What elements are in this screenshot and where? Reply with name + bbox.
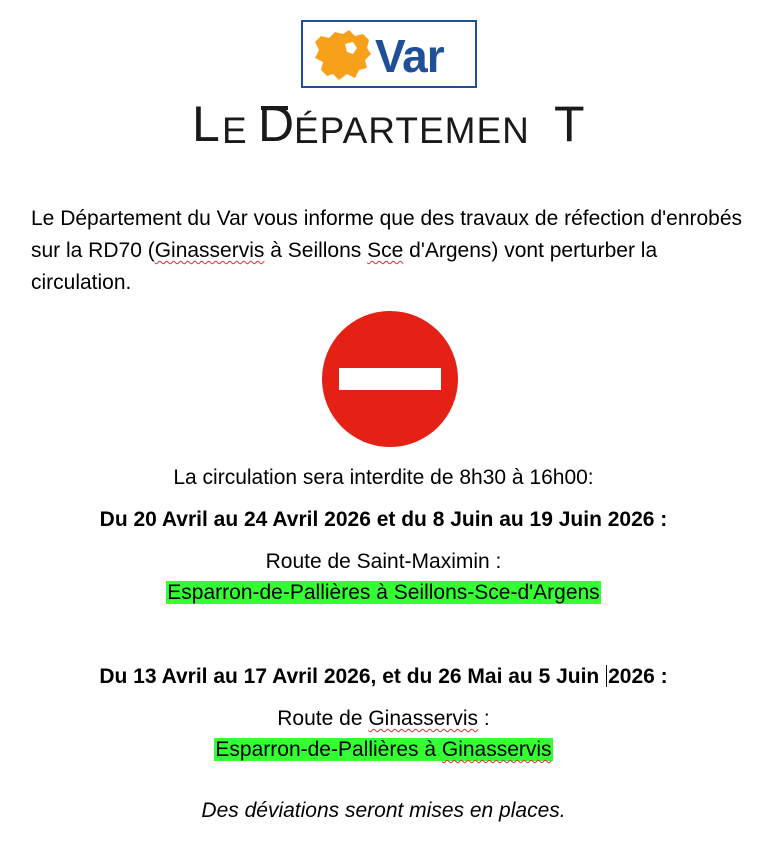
route-1-section-line <box>0 578 767 608</box>
route-2-section-line <box>0 735 767 765</box>
route-2-label-suffix: : <box>478 707 490 730</box>
route-2-section <box>214 738 552 761</box>
dept-letter-t: T <box>554 96 585 152</box>
route-2-section-prefix: Esparron-de-Pallières à <box>215 738 442 761</box>
route-1-section: Esparron-de-Pallières à Seillons-Sce-d'Argens <box>167 581 600 604</box>
route-2-label-prefix: Route de <box>277 707 369 730</box>
department-wordmark <box>180 96 600 156</box>
intro-text-1: Le Département du Var vous informe que des travaux de réfection d'enrobés sur la RD70 ( <box>31 207 743 262</box>
route-2-label <box>0 704 767 734</box>
detour-note: Des déviations seront mises en places. <box>201 799 566 822</box>
text-caret <box>606 665 607 687</box>
route-2-section-word: Ginasservis <box>441 738 552 761</box>
period-2-text-a: Du 13 Avril au 17 Avril 2026, et du 26 Mai au 5 Juin <box>99 665 606 688</box>
route-2-label-word: Ginasservis <box>368 707 479 730</box>
intro-word-sce: Sce <box>367 239 404 262</box>
dept-letter-l: L <box>192 96 220 152</box>
intro-text-3: d'Argens) vont perturber la circulation. <box>31 239 658 294</box>
intro-text-2: à Seillons <box>264 239 368 262</box>
intro-word-ginasservis: Ginasservis <box>154 239 265 262</box>
dept-letter-d: D <box>258 96 295 152</box>
period-2-text-b: 2026 : <box>608 665 668 688</box>
intro-paragraph <box>31 203 751 299</box>
route-1-label: Route de Saint-Maximin : <box>265 550 502 573</box>
var-brand-text: Var <box>375 30 444 82</box>
dept-word-middle: ÉPARTEMEN <box>294 110 530 151</box>
var-logo <box>301 20 477 88</box>
period-1: Du 20 Avril au 24 Avril 2026 et du 8 Juin au 19 Juin 2026 : <box>99 508 668 531</box>
dept-letter-e: E <box>222 110 248 151</box>
period-2 <box>0 662 767 692</box>
no-entry-icon <box>322 311 458 447</box>
hours-line: La circulation sera interdite de 8h30 à 16h00: <box>173 466 594 489</box>
var-map-icon <box>309 28 375 82</box>
